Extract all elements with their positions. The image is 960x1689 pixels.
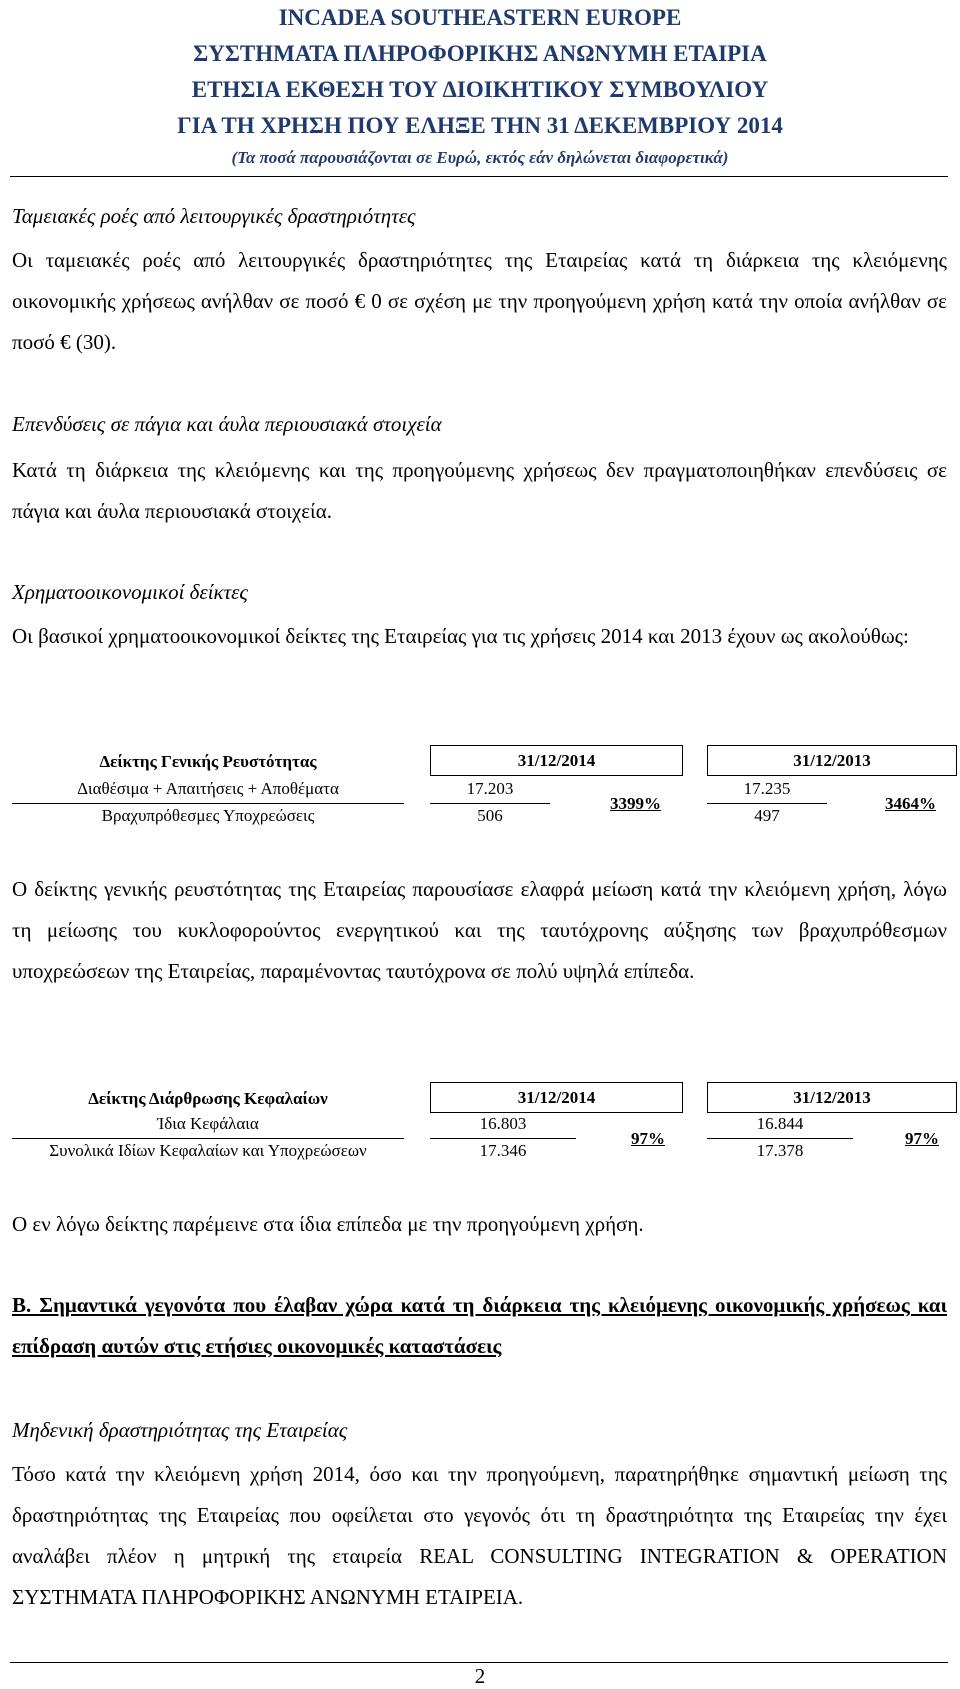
liquidity-result-2013: 3464% xyxy=(885,794,936,813)
zero-activity-text: Τόσο κατά την κλειόμενη χρήση 2014, όσο και την προηγούμενη, παρατηρήθηκε σημαντική μείωση της δραστηριότητας της Εταιρείας που οφείλεται στο γεγονός ότι τη δραστηριότητα της Εταιρείας την έχει αναλάβει πλέον η μητρική της εταιρεία REAL CONSULTING INTEGRATION & OPERATION ΣΥΣΤΗΜΑΤΑ ΠΛΗΡΟΦΟΡΙΚΗΣ ΑΝΩΝΥΜΗ ΕΤΑΙΡΕΙΑ. xyxy=(12,1462,947,1609)
capital-numerator-label: Ίδια Κεφάλαια xyxy=(157,1114,259,1133)
capital-result-2013: 97% xyxy=(905,1129,939,1148)
header-rule xyxy=(10,176,948,177)
capital-denominator-label: Συνολικά Ιδίων Κεφαλαίων και Υποχρεώσεων xyxy=(49,1141,367,1160)
liquidity-den-2014: 506 xyxy=(477,806,503,825)
liquidity-label-rule xyxy=(12,803,404,804)
liquidity-2014-rule xyxy=(430,803,550,804)
liquidity-result-2014: 3399% xyxy=(610,794,661,813)
liquidity-comment: Ο δείκτης γενικής ρευστότητας της Εταιρείας παρουσίασε ελαφρά μείωση κατά την κλειόμενη χρήση, λόγω τη μείωσης του κυκλοφορούντος ενεργητικού και της ταυτόχρονης αύξησης των βραχυπρόθεσμων υποχρεώσεων της Εταιρείας, παραμένοντας ταυτόχρονα σε πολύ υψηλά επίπεδα. xyxy=(12,877,947,983)
capital-label-rule xyxy=(12,1138,404,1139)
ratios-title: Χρηματοοικονομικοί δείκτες xyxy=(12,580,248,604)
currency-note: (Τα ποσά παρουσιάζονται σε Ευρώ, εκτός εάν δηλώνεται διαφορετικά) xyxy=(231,148,729,167)
liquidity-num-2013: 17.235 xyxy=(743,779,791,798)
capital-2014-rule xyxy=(430,1138,576,1139)
company-name: INCADEA SOUTHEASTERN EUROPE xyxy=(278,5,682,30)
cashflow-title: Ταμειακές ροές από λειτουργικές δραστηριότητες xyxy=(12,204,416,228)
liquidity-2013-rule xyxy=(707,803,827,804)
section-b-heading: Β. Σημαντικά γεγονότα που έλαβαν χώρα κατά τη διάρκεια της κλειόμενης οικονομικής χρήσεως και επίδραση αυτών στις ετήσιες οικονομικές καταστάσεις xyxy=(12,1293,947,1358)
liquidity-col-2014: 31/12/2014 xyxy=(430,745,683,776)
capital-col-2014: 31/12/2014 xyxy=(430,1082,683,1113)
ratios-text: Οι βασικοί χρηματοοικονομικοί δείκτες της Εταιρείας για τις χρήσεις 2014 και 2013 έχουν ως ακολούθως: xyxy=(12,624,909,648)
report-title: ΕΤΗΣΙΑ ΕΚΘΕΣΗ ΤΟΥ ΔΙΟΙΚΗΤΙΚΟΥ ΣΥΜΒΟΥΛΙΟΥ xyxy=(191,77,769,102)
company-legal-name: ΣΥΣΤΗΜΑΤΑ ΠΛΗΡΟΦΟΡΙΚΗΣ ΑΝΩΝΥΜΗ ΕΤΑΙΡΙΑ xyxy=(193,41,767,66)
page-header xyxy=(0,0,960,172)
capital-comment: Ο εν λόγω δείκτης παρέμεινε στα ίδια επίπεδα με την προηγούμενη χρήση. xyxy=(12,1212,644,1236)
capital-2013-rule xyxy=(707,1138,853,1139)
liquidity-col-2013: 31/12/2013 xyxy=(707,745,957,776)
capital-den-2013: 17.378 xyxy=(756,1141,804,1160)
report-period: ΓΙΑ ΤΗ ΧΡΗΣΗ ΠΟΥ ΕΛΗΞΕ ΤΗΝ 31 ΔΕΚΕΜΒΡΙΟΥ 2014 xyxy=(177,113,783,138)
investments-text: Κατά τη διάρκεια της κλειόμενης και της προηγούμενης χρήσεως δεν πραγματοποιηθήκαν επενδύσεις σε πάγια και άυλα περιουσιακά στοιχεία. xyxy=(12,458,947,523)
liquidity-num-2014: 17.203 xyxy=(466,779,514,798)
liquidity-denominator-label: Βραχυπρόθεσμες Υποχρεώσεις xyxy=(101,806,315,825)
page-number: 2 xyxy=(474,1664,486,1688)
zero-activity-title: Μηδενική δραστηριότητας της Εταιρείας xyxy=(12,1418,348,1442)
liquidity-ratio-label: Δείκτης Γενικής Ρευστότητας xyxy=(99,752,317,771)
capital-num-2013: 16.844 xyxy=(756,1114,804,1133)
capital-col-2013: 31/12/2013 xyxy=(707,1082,957,1113)
capital-ratio-label: Δείκτης Διάρθρωσης Κεφαλαίων xyxy=(88,1089,328,1108)
capital-den-2014: 17.346 xyxy=(479,1141,527,1160)
capital-result-2014: 97% xyxy=(631,1129,665,1148)
cashflow-text: Οι ταμειακές ροές από λειτουργικές δραστηριότητες της Εταιρείας κατά τη διάρκεια της κλειόμενης οικονομικής χρήσεως ανήλθαν σε ποσό € 0 σε σχέση με την προηγούμενη χρήση κατά την οποία ανήλθαν σε ποσό € (30). xyxy=(12,248,947,354)
liquidity-den-2013: 497 xyxy=(754,806,780,825)
liquidity-numerator-label: Διαθέσιμα + Απαιτήσεις + Αποθέματα xyxy=(77,779,339,798)
investments-title: Επενδύσεις σε πάγια και άυλα περιουσιακά στοιχεία xyxy=(12,412,442,436)
capital-num-2014: 16.803 xyxy=(479,1114,527,1133)
footer-rule xyxy=(10,1662,948,1663)
